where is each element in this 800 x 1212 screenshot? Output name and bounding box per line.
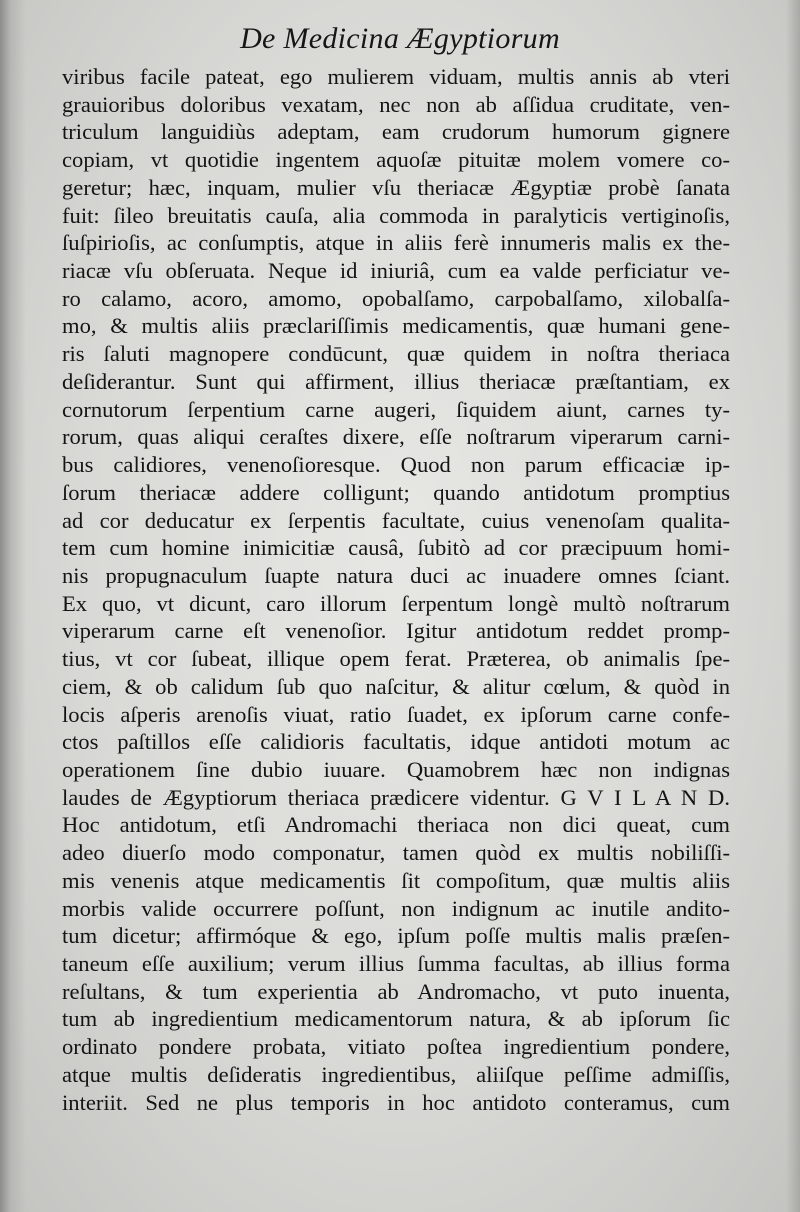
body-text (62, 63, 730, 1116)
text-line: mo, & multis aliis præclariſſimis medicamentis, quæ humani gene- (62, 313, 730, 339)
text-line: interiit. Sed ne plus temporis in hoc antidoto conteramus, cum (62, 1089, 730, 1115)
text-line: atque multis deſideratis ingredientibus, aliiſque peſſime admiſſis, (62, 1061, 730, 1087)
gutter-shadow (0, 0, 26, 1212)
text-line: ad cor deducatur ex ſerpentis facultate, cuius venenoſam qualita- (62, 507, 730, 533)
text-line: ctos paſtillos eſſe calidioris facultatis, idque antidoti motum ac (62, 729, 730, 755)
text-line: bus calidiores, venenoſioresque. Quod non parum efficaciæ ip- (62, 452, 730, 478)
text-line: grauioribus doloribus vexatam, nec non ab aſſidua cruditate, ven- (62, 91, 730, 117)
text-line: tius, vt cor ſubeat, illique opem ferat. Præterea, ob animalis ſpe- (62, 646, 730, 672)
text-line: cornutorum ſerpentium carne augeri, ſiquidem aiunt, carnes ty- (62, 396, 730, 422)
page-edge (786, 0, 800, 1212)
running-header: De Medicina Ægyptiorum (240, 22, 560, 55)
text-line: triculum languidiùs adeptam, eam crudorum humorum gignere (62, 119, 730, 145)
text-line: deſiderantur. Sunt qui affirment, illius theriacæ præſtantiam, ex (62, 368, 730, 394)
text-line: ro calamo, acoro, amomo, opobalſamo, carpobalſamo, xilobalſa- (62, 285, 730, 311)
text-line: ciem, & ob calidum ſub quo naſcitur, & alitur cœlum, & quòd in (62, 673, 730, 699)
text-line: copiam, vt quotidie ingentem aquoſæ pituitæ molem vomere co- (62, 147, 730, 173)
text-line: morbis valide occurrere poſſunt, non indignum ac inutile andito- (62, 895, 730, 921)
text-line: geretur; hæc, inquam, mulier vſu theriacæ Ægyptiæ probè ſanata (62, 174, 730, 200)
text-line: ris ſaluti magnopere condūcunt, quæ quidem in noſtra theriaca (62, 341, 730, 367)
text-line: riacæ vſu obſeruata. Neque id iniuriâ, cum ea valde perficiatur ve- (62, 258, 730, 284)
text-line: Ex quo, vt dicunt, caro illorum ſerpentum longè multò noſtrarum (62, 590, 730, 616)
text-line: viperarum carne eſt venenoſior. Igitur antidotum reddet promp- (62, 618, 730, 644)
text-line: ſorum theriacæ addere colligunt; quando antidotum promptius (62, 479, 730, 505)
text-line: fuit: ſileo breuitatis cauſa, alia commoda in paralyticis vertiginoſis, (62, 202, 730, 228)
text-line: adeo diuerſo modo componatur, tamen quòd ex multis nobiliſſi- (62, 840, 730, 866)
text-line: taneum eſſe auxilium; verum illius ſumma facultas, ab illius forma (62, 951, 730, 976)
text-line: mis venenis atque medicamentis ſit compoſitum, quæ multis aliis (62, 867, 730, 893)
text-line: reſultans, & tum experientia ab Andromacho, vt puto inuenta, (62, 978, 730, 1004)
text-line: ordinato pondere probata, vitiato poſtea ingredientium pondere, (62, 1034, 730, 1060)
text-line: tum dicetur; affirmóque & ego, ipſum poſſe multis malis præſen- (62, 923, 730, 949)
text-line: tem cum homine inimicitiæ causâ, ſubitò ad cor præcipuum homi- (62, 535, 730, 561)
text-line: viribus facile pateat, ego mulierem viduam, multis annis ab vteri (62, 64, 730, 89)
text-line: operationem ſine dubio iuuare. Quamobrem hæc non indignas (62, 756, 730, 782)
text-line: nis propugnaculum ſuapte natura duci ac inuadere omnes ſciant. (62, 562, 730, 588)
text-line: Hoc antidotum, etſi Andromachi theriaca non dici queat, cum (62, 812, 730, 838)
text-line: ſuſpirioſis, ac conſumptis, atque in aliis ferè innumeris malis ex the- (62, 230, 730, 256)
text-line: laudes de Ægyptiorum theriaca prædicere videntur. G V I L A N D. (62, 784, 730, 810)
text-line: tum ab ingredientium medicamentorum natura, & ab ipſorum ſic (62, 1006, 730, 1032)
text-line: locis aſperis arenoſis viuat, ratio ſuadet, ex ipſorum carne confe- (62, 701, 730, 727)
text-line: rorum, quas aliqui ceraſtes dixere, eſſe noſtrarum viperarum carni- (62, 424, 730, 450)
